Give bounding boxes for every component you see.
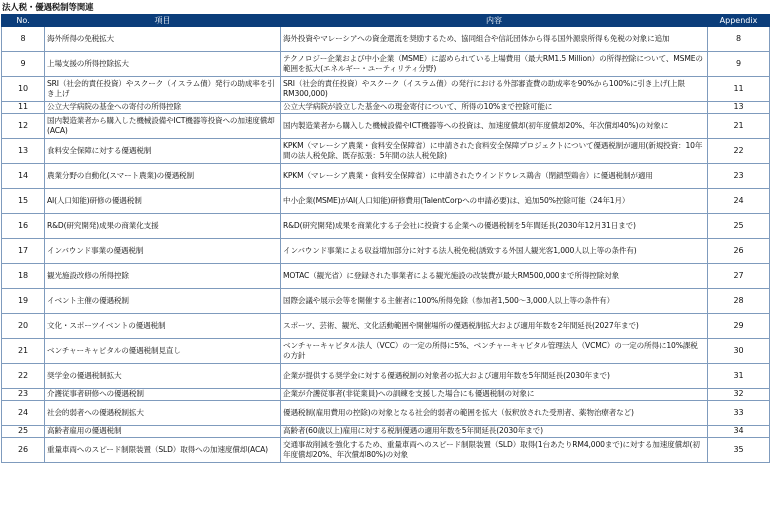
cell-content: SRI（社会的責任投資）やスクーク（イスラム債）の発行における外部審査費の助成率を90%から100%に引き上げ(上限RM300,000) (281, 77, 708, 102)
cell-item: 文化・スポーツイベントの優遇税制 (45, 314, 281, 339)
table-row (2, 401, 770, 426)
cell-appendix: 24 (708, 189, 770, 214)
cell-appendix: 23 (708, 164, 770, 189)
cell-item: ベンチャーキャピタルの優遇税制見直し (45, 339, 281, 364)
cell-no: 18 (2, 264, 45, 289)
cell-content: 国際会議や展示会等を開催する主催者に100%所得免除（参加者1,500～3,000人以上等の条件有） (281, 289, 708, 314)
cell-no: 9 (2, 52, 45, 77)
cell-appendix: 28 (708, 289, 770, 314)
cell-no: 14 (2, 164, 45, 189)
cell-no: 23 (2, 389, 45, 401)
cell-appendix: 25 (708, 214, 770, 239)
table-row (2, 114, 770, 139)
cell-item: 介護従事者研修への優遇税制 (45, 389, 281, 401)
cell-no: 16 (2, 214, 45, 239)
cell-appendix: 26 (708, 239, 770, 264)
cell-appendix: 9 (708, 52, 770, 77)
cell-item: 観光施設改修の所得控除 (45, 264, 281, 289)
cell-appendix: 31 (708, 364, 770, 389)
cell-content: 海外投資やマレーシアへの資金還流を奨励するため、協同組合や信託団体から得る国外源泉所得も免税の対象に追加 (281, 27, 708, 52)
cell-no: 8 (2, 27, 45, 52)
cell-appendix: 32 (708, 389, 770, 401)
table-row (2, 426, 770, 438)
cell-item: 公立大学病院の基金への寄付の所得控除 (45, 102, 281, 114)
cell-no: 20 (2, 314, 45, 339)
cell-appendix: 27 (708, 264, 770, 289)
cell-item: 食料安全保障に対する優遇税制 (45, 139, 281, 164)
cell-content: 交通事故削減を強化するため、重量車両へのスピード制限装置（SLD）取得(1台あたりRM4,000まで)に対する加速度償却(初年度償却20%、年次償却80%)の対象 (281, 438, 708, 463)
cell-item: 農業分野の自動化(スマート農業)の優遇税制 (45, 164, 281, 189)
cell-no: 13 (2, 139, 45, 164)
cell-item: 奨学金の優遇税制拡大 (45, 364, 281, 389)
table-row (2, 289, 770, 314)
cell-content: R&D(研究開発)成果を商業化する子会社に投資する企業への優遇税制を5年間延長(2030年12月31日まで) (281, 214, 708, 239)
cell-no: 12 (2, 114, 45, 139)
header-no: No. (2, 15, 45, 27)
cell-content: 企業が介護従事者(非従業員)への訓練を支援した場合にも優遇税制の対象に (281, 389, 708, 401)
table-row (2, 239, 770, 264)
cell-content: テクノロジー企業および中小企業（MSME）に認められている上場費用（最大RM1.5 Million）の所得控除について、MSMEの範囲を拡大(エネルギー・ユーティリティ分野) (281, 52, 708, 77)
table-row (2, 102, 770, 114)
cell-appendix: 30 (708, 339, 770, 364)
cell-item: 重量車両へのスピード制限装置（SLD）取得への加速度償却(ACA) (45, 438, 281, 463)
header-item: 項目 (45, 15, 281, 27)
cell-content: 公立大学病院が設立した基金への現金寄付について、所得の10%まで控除可能に (281, 102, 708, 114)
cell-item: AI(人口知能)研修の優遇税制 (45, 189, 281, 214)
cell-item: 上場支援の所得控除拡大 (45, 52, 281, 77)
cell-appendix: 8 (708, 27, 770, 52)
cell-content: 企業が提供する奨学金に対する優遇税制の対象者の拡大および適用年数を5年間延長(2030年まで) (281, 364, 708, 389)
cell-content: スポーツ、芸術、観光、文化活動範囲や開催場所の優遇税制拡大および適用年数を2年間延長(2027年まで) (281, 314, 708, 339)
header-appendix: Appendix (708, 15, 770, 27)
cell-no: 17 (2, 239, 45, 264)
table-row (2, 52, 770, 77)
cell-content: MOTAC（観光省）に登録された事業者による観光施設の改装費が最大RM500,000まで所得控除対象 (281, 264, 708, 289)
cell-no: 21 (2, 339, 45, 364)
cell-appendix: 34 (708, 426, 770, 438)
cell-content: 高齢者(60歳以上)雇用に対する税制優遇の適用年数を5年間延長(2030年まで) (281, 426, 708, 438)
cell-no: 24 (2, 401, 45, 426)
cell-appendix: 29 (708, 314, 770, 339)
cell-content: KPKM（マレーシア農業・食料安全保障省）に申請された食料安全保障プロジェクトについて優遇税制が適用(新規投資：10年間の法人税免除、既存拡張：5年間の法人税免除) (281, 139, 708, 164)
cell-item: 海外所得の免税拡大 (45, 27, 281, 52)
cell-no: 15 (2, 189, 45, 214)
cell-appendix: 33 (708, 401, 770, 426)
cell-item: SRI（社会的責任投資）やスクーク（イスラム債）発行の助成率を引き上げ (45, 77, 281, 102)
cell-no: 25 (2, 426, 45, 438)
table-row (2, 139, 770, 164)
table-row (2, 189, 770, 214)
cell-no: 11 (2, 102, 45, 114)
cell-no: 22 (2, 364, 45, 389)
table-body (2, 27, 770, 463)
cell-content: 優遇税制(雇用費用の控除)の対象となる社会的弱者の範囲を拡大（仮釈放された受刑者、薬物治療者など) (281, 401, 708, 426)
table-row (2, 27, 770, 52)
cell-content: 中小企業(MSME)がAI(人口知能)研修費用(TalentCorpへの申請必要)は、追加50%控除可能（24年1月） (281, 189, 708, 214)
table-row (2, 339, 770, 364)
cell-appendix: 13 (708, 102, 770, 114)
cell-item: 国内製造業者から購入した機械設備やICT機器等投資への加速度償却(ACA) (45, 114, 281, 139)
cell-appendix: 21 (708, 114, 770, 139)
cell-content: KPKM（マレーシア農業・食料安全保障省）に申請されたウインドウレス鶏舎（閉鎖型鶏舎）に優遇税制が適用 (281, 164, 708, 189)
cell-content: 国内製造業者から購入した機械設備やICT機器等への投資は、加速度償却(初年度償却20%、年次償却40%)の対象に (281, 114, 708, 139)
table-header-row (2, 15, 770, 27)
cell-content: インバウンド事業による収益増加部分に対する法人税免税(誘致する外国人観光客1,000人以上等の条件有) (281, 239, 708, 264)
cell-appendix: 35 (708, 438, 770, 463)
cell-no: 10 (2, 77, 45, 102)
table-row (2, 438, 770, 463)
table-row (2, 389, 770, 401)
cell-item: R&D(研究開発)成果の商業化支援 (45, 214, 281, 239)
table-row (2, 264, 770, 289)
cell-item: 社会的弱者への優遇税制拡大 (45, 401, 281, 426)
cell-no: 26 (2, 438, 45, 463)
cell-item: インバウンド事業の優遇税制 (45, 239, 281, 264)
tax-incentive-table (1, 14, 770, 463)
table-row (2, 364, 770, 389)
cell-appendix: 22 (708, 139, 770, 164)
table-row (2, 214, 770, 239)
cell-item: 高齢者雇用の優遇税制 (45, 426, 281, 438)
header-content: 内容 (281, 15, 708, 27)
cell-appendix: 11 (708, 77, 770, 102)
cell-no: 19 (2, 289, 45, 314)
table-row (2, 164, 770, 189)
table-row (2, 77, 770, 102)
table-row (2, 314, 770, 339)
cell-item: イベント主催の優遇税制 (45, 289, 281, 314)
cell-content: ベンチャーキャピタル法人（VCC）の一定の所得に5%、ベンチャーキャピタル管理法人（VCMC）の一定の所得に10%課税の方針 (281, 339, 708, 364)
page-title: 法人税・優遇税制等関連 (2, 3, 94, 13)
